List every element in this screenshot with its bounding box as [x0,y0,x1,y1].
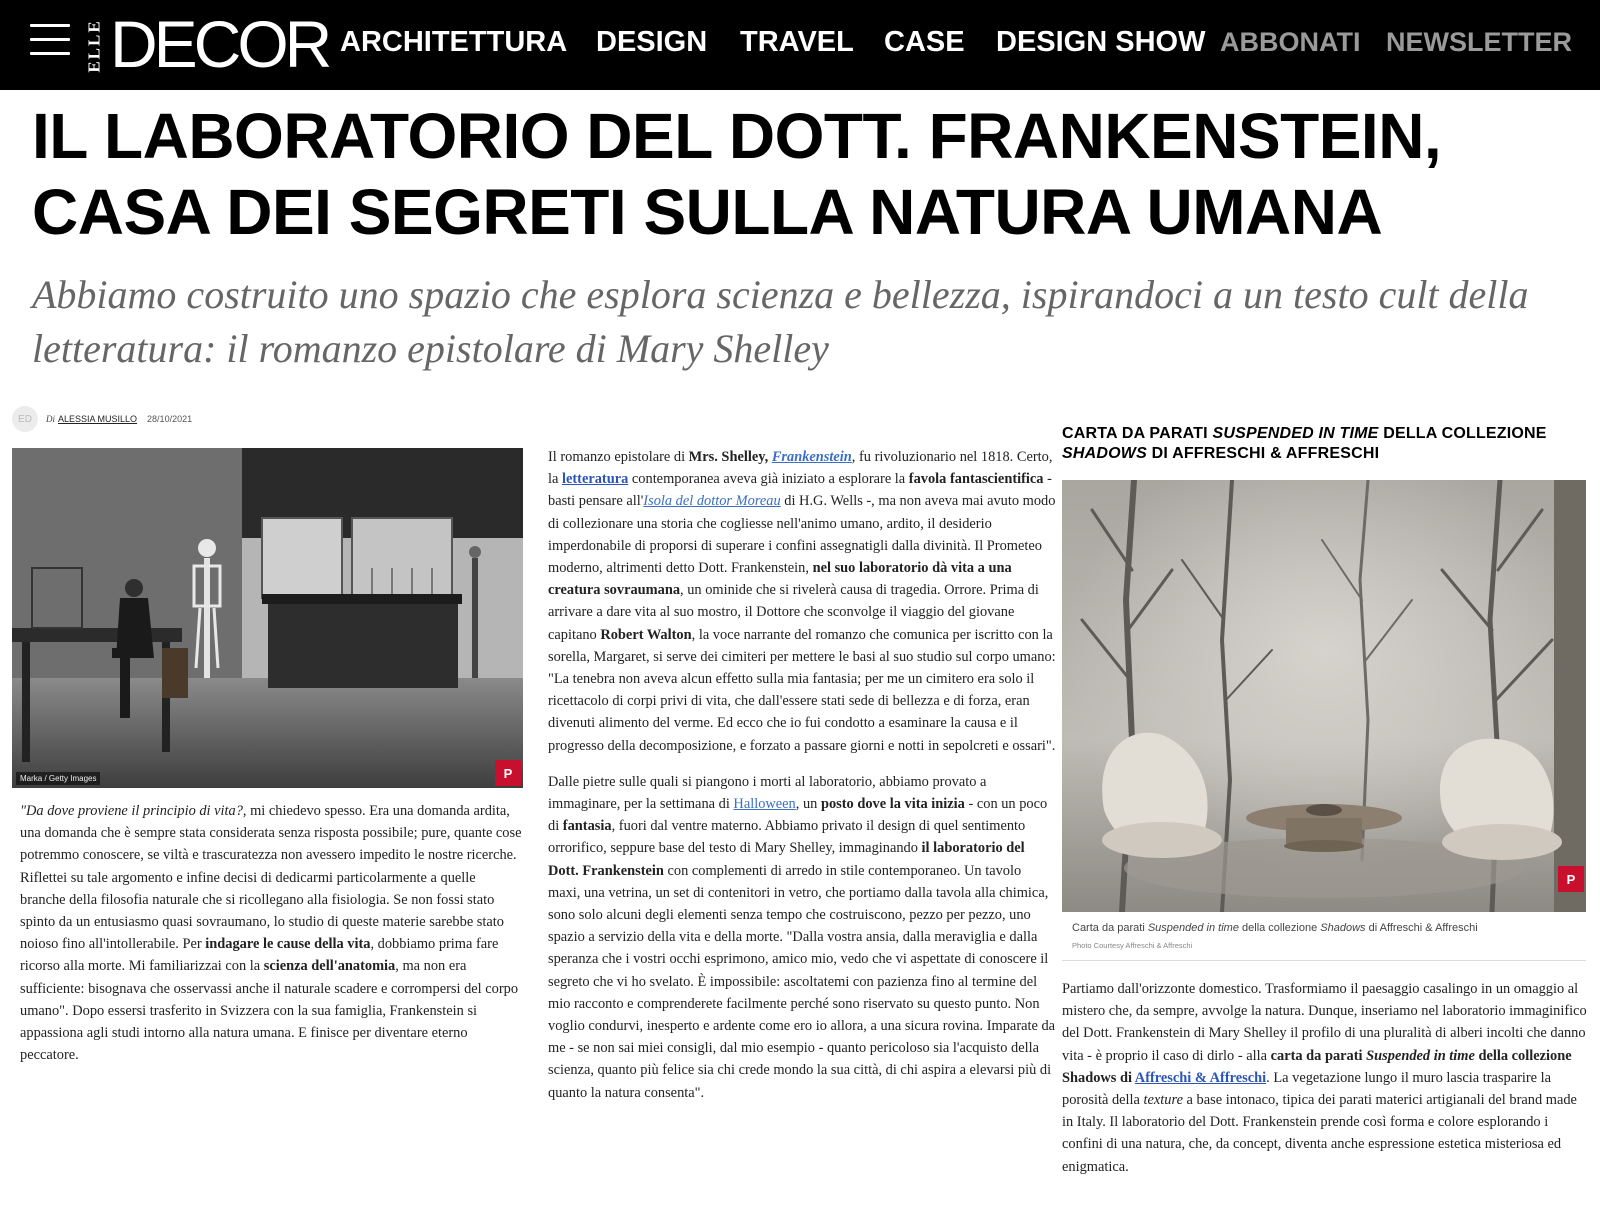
link-halloween[interactable]: Halloween [733,796,796,813]
byline-prefix: Di [46,414,55,424]
link-isola-moreau[interactable]: Isola del dottor Moreau [643,493,781,510]
paragraph: Partiamo dall'orizzonte domestico. Trasformiamo il paesaggio casalingo in un omaggio al mistero che, da sempre, avvolge la natura. Dunque, inseriamo nel laboratorio immaginifico del Dott. Frankenstein di Mary Shelley il profilo di una pluralità di alberi incolti che danno vita - è proprio il caso di dirlo - alla carta da parati Suspended in time della collezione Shadows di Affreschi & Affreschi. La vegetazione lungo il muro lascia trasparire la porosità della texture a base intonaco, tipica dei parati materici artigianali del brand made in Italy. Il laboratorio del Dott. Frankenstein prende così forma e colore esplorando i confini di una natura, che, da concept, diventa anche espressione estetica misteriosa ed enigmatica. [1062,981,1587,1175]
author-avatar[interactable]: ED [12,406,38,432]
top-navbar [0,0,1600,90]
nav-newsletter[interactable]: NEWSLETTER [1386,27,1572,57]
logo-decor: DECOR [110,7,329,81]
image-caption: Carta da parati Suspended in time della collezione Shadows di Affreschi & Affreschi [1072,922,1478,934]
nav-architettura[interactable]: ARCHITETTURA [340,26,568,58]
photo-credit: Photo Courtesy Affreschi & Affreschi [1072,941,1193,950]
column-right-text [1062,978,1588,1192]
publish-date: 28/10/2021 [147,414,193,424]
nav-design[interactable]: DESIGN [596,26,708,58]
paragraph: "Da dove proviene il principio di vita?, mi chiedevo spesso. Era una domanda ardita, una domanda che è sempre stata considerata senza risposta possibile; pure, quante cose potremmo conoscere, se viltà e trascuratezza non avessero impedito le nostre ricerche. Riflettei su tale argomento e infine decisi di dedicarmi particolarmente a quelle branche della filosofia naturale che si ricollegano alla fisiologia. Se non fossi stato spinto da un entusiasmo quasi sovraumano, lo studio di queste materie sarebbe stato noioso fino all'intollerabile. Per indagare le cause della vita, dobbiamo prima fare ricorso alla morte. Mi familiarizzai con la scienza dell'anatomia, ma non era sufficiente: bisognava che osservassi anche il naturale scadere e corrompersi del corpo umano". Dopo essersi trasferito in Svizzera con la sua famiglia, Frankenstein si appassiona agli studi intorno alla natura umana. E finisce per diventare eterno peccatore. [20,803,522,1064]
divider [1062,960,1586,961]
article-headline: IL LABORATORIO DEL DOTT. FRANKENSTEIN, CASA DEI SEGRETI SULLA NATURA UMANA [32,100,1442,248]
wallpaper-photo [1062,480,1586,912]
paragraph: Il romanzo epistolare di Mrs. Shelley, Frankenstein, fu rivoluzionario nel 1818. Certo, la letteratura contemporanea aveva già iniziato a esplorare la favola fantascientifica - basti pensare all'Isola del dottor Moreau di H.G. Wells -, ma non aveva mai avuto modo di collezionare una storia che cogliesse nell'animo umano, ardito, il desiderio imperdonabile di proporsi di superare i confini assegnatigli dalla divinità. Il Prometeo moderno, altrimenti detto Dott. Frankenstein, nel suo laboratorio dà vita a una creatura sovraumana, un ominide che si rivelerà causa di tragedia. Orrore. Prima di arrivare a dare vita al suo mostro, il Dottore che sconvolge il viaggio del giovane capitano Robert Walton, la voce narrante del romanzo che comunica per iscritto con la sorella, Margaret, si serve dei cimiteri per mettere le basi al suo studio sul corpo umano: "La tenebra non aveva alcun effetto sulla mia fantasia; per me un cimitero era solo il ricettacolo di corpi privi di vita, che dall'essere stati sede di bellezza e di forza, eran divenuti alimento del verme. Ed ecco che io fui condotto a esaminare la causa e il progresso della decomposizione, e forzato a passare giorni e notti in sepolcreti e ossari". [548,449,1056,754]
nav-case[interactable]: CASE [884,26,965,58]
article-dek: Abbiamo costruito uno spazio che esplora scienza e bellezza, ispirandoci a un testo cult della letteratura: il romanzo epistolare di Mary Shelley [32,272,1529,371]
pinterest-icon[interactable]: P [1558,866,1584,892]
link-affreschi[interactable]: Affreschi & Affreschi [1134,1069,1267,1086]
photo-credit: Marka / Getty Images [16,772,100,785]
paragraph: Dalle pietre sulle quali si piangono i morti al laboratorio, abbiamo provato a immaginare, per la settimana di Halloween, un posto dove la vita inizia - con un poco di fantasia, fuori dal ventre materno. Abbiamo privato il design di quel sentimento orrorifico, seppure base del testo di Mary Shelley, immaginando il laboratorio del Dott. Frankenstein con complementi di arredo in stile contemporaneo. Un tavolo maxi, una vetrina, un set di contenitori in vetro, che portiamo dalla tavola alla chimica, sono solo alcuni degli elementi senza tempo che costruiscono, pezzo per pezzo, uno spazio a servizio della vita e della morte. "Dalla vostra ansia, dalla meraviglia e dalla speranza che i vostri occhi esprimono, amico mio, vedo che vi aspettate di conoscere il segreto che vi ho svelato. È impossibile: ascoltatemi con pazienza fino al termine del mio racconto e comprenderete facilmente perché sono riservato su questo punto. Non voglio condurvi, inesperto e ardente come ero io allora, a una sicura rovina. Imparate da me - se non sai miei consigli, dal mio esempio - quanto pericoloso sia l'acquisto della scienza, quanto più felice sia chi crede mondo la sua città, di chi aspira a elevarsi più di quanto la natura consenta". [548,773,1056,1101]
link-letteratura[interactable]: letteratura [561,471,629,488]
logo-elle: ELLE [84,19,104,73]
column-middle-text [548,446,1056,1118]
link-frankenstein[interactable]: Frankenstein [771,449,852,465]
author-link[interactable]: ALESSIA MUSILLO [58,414,138,424]
laboratory-illustration [12,448,523,788]
nav-design-show[interactable]: DESIGN SHOW [996,26,1206,58]
wallpaper-illustration [1062,480,1586,912]
laboratory-photo [12,448,523,788]
column-left-text [20,800,522,1080]
pinterest-icon[interactable]: P [495,760,521,786]
image-heading: CARTA DA PARATI SUSPENDED IN TIME DELLA COLLEZIONE SHADOWS DI AFFRESCHI & AFFRESCHI [1062,425,1547,462]
nav-abbonati[interactable]: ABBONATI [1220,27,1361,57]
nav-travel[interactable]: TRAVEL [740,26,854,58]
byline [12,406,192,432]
menu-icon[interactable] [30,24,70,58]
